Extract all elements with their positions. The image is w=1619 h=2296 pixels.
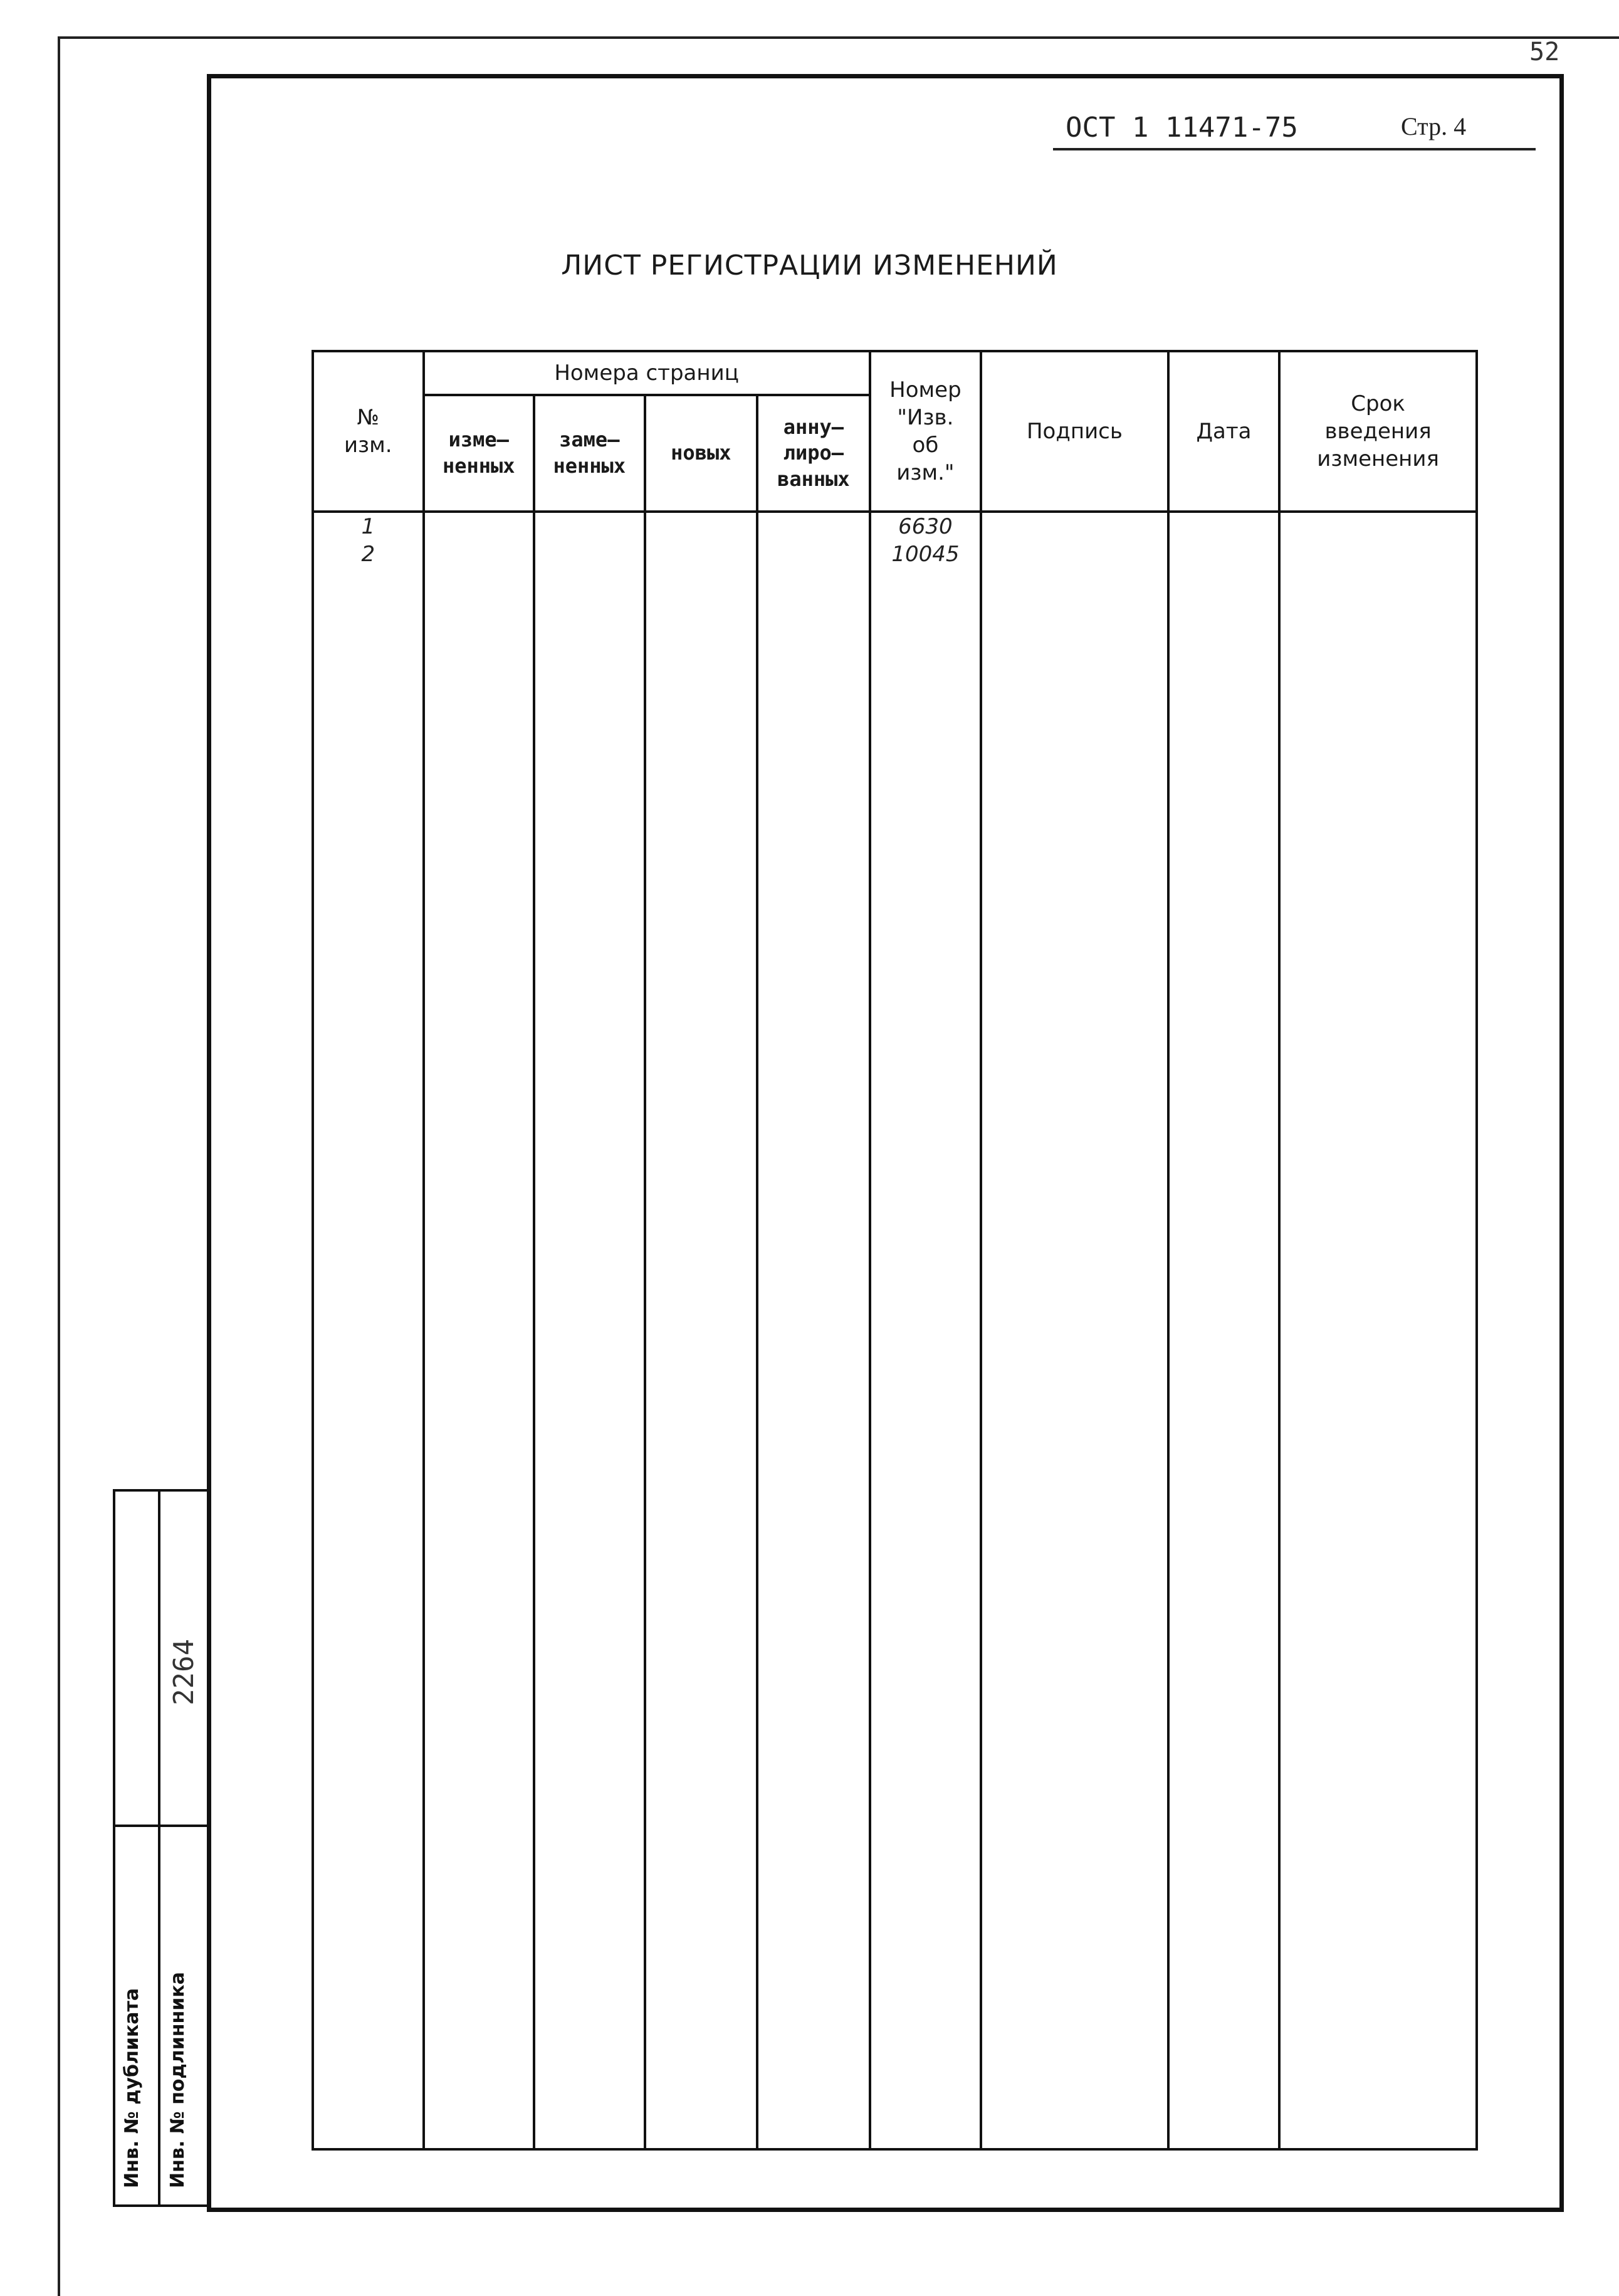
notice-number: 6630 [898, 514, 953, 539]
changed-pages-cell [424, 512, 535, 2149]
header-new-pages: новых [645, 395, 758, 512]
header-page-numbers: Номера страниц [424, 351, 870, 395]
signature-cell [981, 512, 1168, 2149]
change-number: 2 [361, 542, 375, 567]
stamp-divider-horizontal [113, 1825, 207, 1827]
effective-term-cell [1279, 512, 1477, 2149]
change-registration-table [312, 350, 1478, 2151]
stamp-divider-vertical [158, 1489, 160, 2207]
date-cell [1168, 512, 1280, 2149]
header-date: Дата [1168, 351, 1280, 512]
page-reference: Стр. 4 [1401, 112, 1467, 140]
header-signature: Подпись [981, 351, 1168, 512]
notice-numbers-cell [870, 512, 982, 2149]
change-number: 1 [361, 514, 375, 539]
change-numbers-cell [313, 512, 424, 2149]
header-effective-term: Срок введения изменения [1279, 351, 1477, 512]
replaced-pages-cell [534, 512, 645, 2149]
original-inventory-label: Инв. № подлинника [167, 1972, 189, 2188]
original-inventory-number: 2264 [168, 1639, 200, 1705]
sheet-title: ЛИСТ РЕГИСТРАЦИИ ИЗМЕНЕНИЙ [561, 250, 1058, 282]
header-replaced-pages: заме– ненных [534, 395, 645, 512]
header-notice-number: Номер "Изв. об изм." [870, 351, 982, 512]
annulled-pages-cell [757, 512, 870, 2149]
duplicate-inventory-label: Инв. № дубликата [121, 1988, 143, 2188]
notice-number: 10045 [891, 542, 960, 567]
page-number: 52 [1529, 38, 1560, 66]
document-code: ОСТ 1 11471-75 [1066, 112, 1298, 144]
header-rule [1053, 148, 1536, 150]
table-row [313, 512, 1477, 2149]
header-change-number: № изм. [313, 351, 424, 512]
header-changed-pages: изме– ненных [424, 395, 535, 512]
new-pages-cell [645, 512, 758, 2149]
header-annulled-pages: анну– лиро– ванных [757, 395, 870, 512]
